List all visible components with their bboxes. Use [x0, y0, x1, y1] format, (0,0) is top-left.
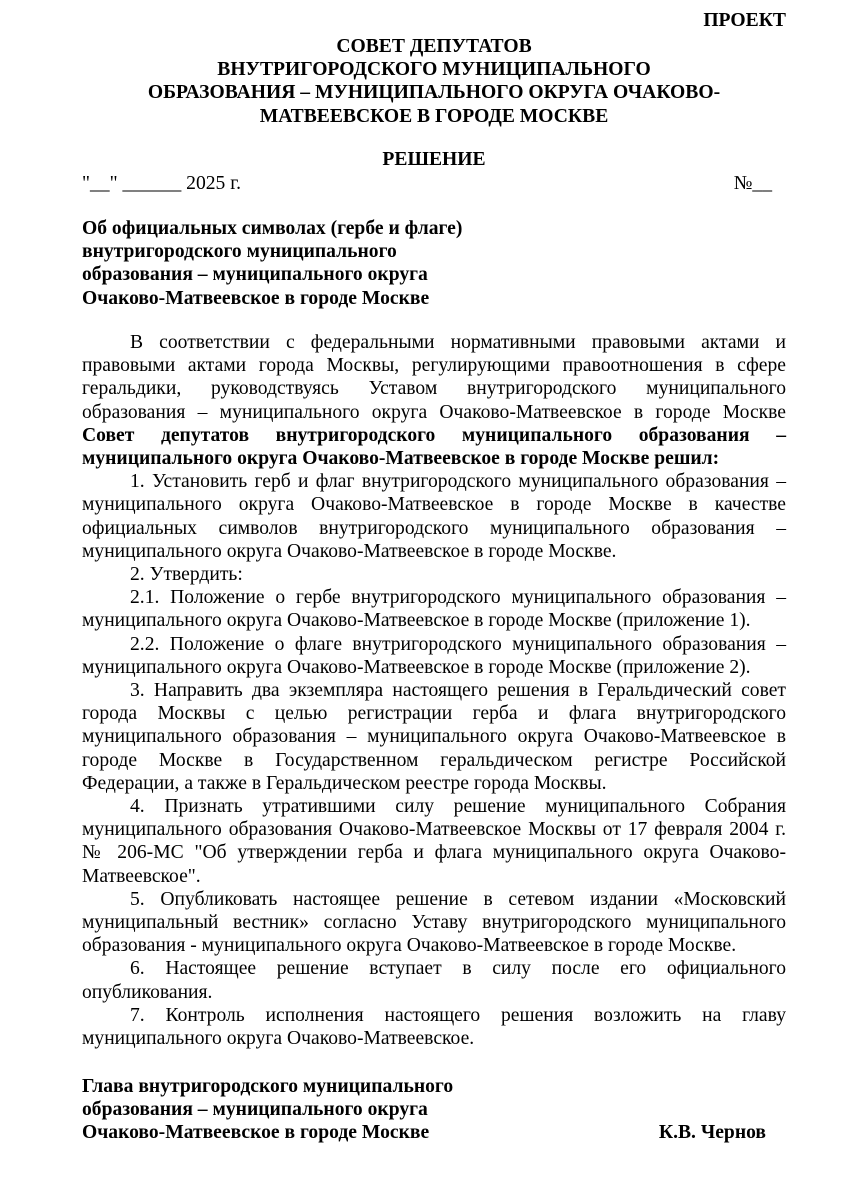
decision-date: "__" ______ 2025 г. — [82, 173, 241, 194]
draft-mark: ПРОЕКТ — [703, 10, 786, 31]
council-heading-line: ВНУТРИГОРОДСКОГО МУНИЦИПАЛЬНОГО — [217, 59, 651, 81]
decision-item: 2.2. Положение о флаге внутригородского муниципального образования – муниципального округа Очаково-Матвеевское в городе Москве (приложение 2). — [82, 633, 786, 678]
council-heading-line: МАТВЕЕВСКОЕ В ГОРОДЕ МОСКВЕ — [259, 105, 609, 127]
signatory-title-line: Глава внутригородского муниципального — [82, 1076, 454, 1097]
subject-line: Очаково-Матвеевское в городе Москве — [82, 287, 430, 309]
decision-item: 4. Признать утратившими силу решение муниципального Собрания муниципального образования Очаково-Матвеевское Москвы от 17 февраля 2004 г. № 206-МС "Об утверждении герба и флага муниципального округа Очаково-Матвеевское". — [82, 796, 786, 887]
decision-item: 6. Настоящее решение вступает в силу после его официального опубликования. — [82, 958, 786, 1003]
signatory-name: К.В. Чернов — [658, 1122, 766, 1144]
council-heading — [82, 35, 786, 128]
decision-subject — [82, 217, 462, 310]
decision-item: 2.1. Положение о гербе внутригородского муниципального образования – муниципального округа Очаково-Матвеевское в городе Москве (приложение 1). — [82, 587, 786, 632]
decision-title: РЕШЕНИЕ — [382, 149, 486, 170]
council-heading-line: ОБРАЗОВАНИЯ – МУНИЦИПАЛЬНОГО ОКРУГА ОЧАКОВО- — [147, 82, 721, 104]
decision-body — [82, 331, 786, 1050]
signature-block — [82, 1075, 786, 1145]
council-heading-line: СОВЕТ ДЕПУТАТОВ — [336, 36, 532, 57]
decision-item: 1. Установить герб и флаг внутригородского муниципального образования – муниципального округа Очаково-Матвеевское в городе Москве в качестве официальных символов внутригородского муниципального образования – муниципального округа Очаково-Матвеевское в городе Москве. — [82, 471, 786, 562]
decision-item: 7. Контроль исполнения настоящего решения возложить на главу муниципального округа Очаково-Матвеевское. — [82, 1004, 786, 1050]
subject-line: внутригородского муниципального — [82, 241, 397, 263]
preamble-paragraph — [82, 331, 786, 470]
decision-number: №__ — [733, 173, 772, 194]
signatory-title-line: Очаково-Матвеевское в городе Москве — [82, 1122, 430, 1144]
subject-line: образования – муниципального округа — [82, 264, 428, 286]
subject-line: Об официальных символах (гербе и флаге) — [82, 218, 463, 239]
decision-item: 5. Опубликовать настоящее решение в сетевом издании «Московский муниципальный вестник» согласно Уставу внутригородского муниципального образования - муниципального округа Очаково-Матвеевское в городе Москве. — [82, 888, 786, 957]
preamble-resolution: Совет депутатов внутригородского муниципального образования – муниципального округа Очаково-Матвеевское в городе Москве решил: — [82, 424, 786, 470]
preamble-text: В соответствии с федеральными нормативными правовыми актами и правовыми актами города Москвы, регулирующими правоотношения в сфере геральдики, руководствуясь Уставом внутригородского муниципального образования – муниципального округа Очаково-Матвеевское в городе Москве — [82, 332, 786, 423]
decision-item: 3. Направить два экземпляра настоящего решения в Геральдический совет города Москвы с целью регистрации герба и флага внутригородского муниципального образования – муниципального округа Очаково-Матвеевское в городе Москве в Государственном геральдическом регистре Российской Федерации, а также в Геральдическом реестре города Москвы. — [82, 680, 786, 794]
signatory-title-line: образования – муниципального округа — [82, 1099, 428, 1121]
decision-item: 2. Утвердить: — [130, 564, 243, 586]
